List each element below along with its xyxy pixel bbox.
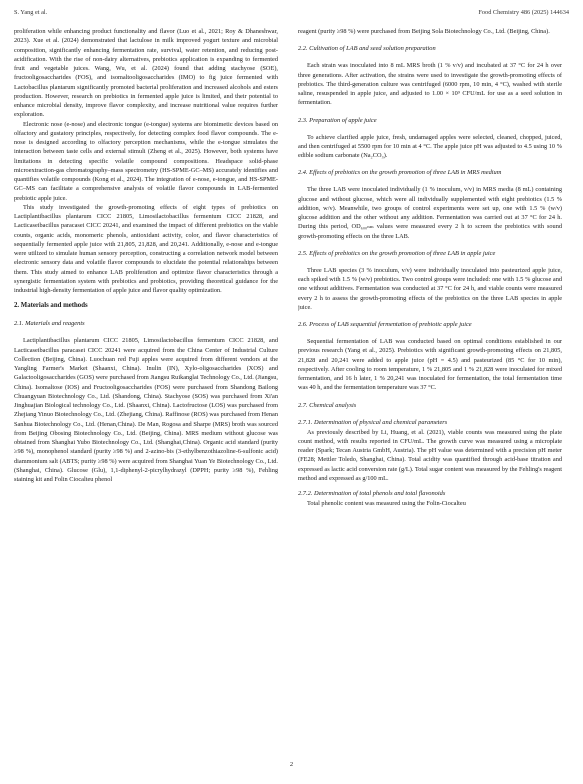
paragraph: reagent (purity ≥98 %) were purchased from Beijing Sola Biotechnology Co., Ltd. (Beijing, China).	[298, 28, 550, 35]
section-heading: 2.5. Effects of prebiotics on the growth promotion of three LAB in apple juice	[298, 249, 496, 257]
section-heading: 2.2. Cultivation of LAB and seed solution preparation	[298, 45, 436, 53]
page-number: 2	[289, 761, 294, 768]
paragraph: proliferation while enhancing product functionality and flavor (Luo et al., 2021; Roy & Dhaneshwar, 2023). Xue et al. (2024) demonstrated that lactulose in milk improved yogurt texture and microbial composition, significantly enhancing fermentation rate, survival, water retention, and reducing post-acidification. With the rise of non-dairy alternatives, prebiotics application is expanding to fermented fruit and vegetable juices. Wang, Wu, et al. (2024) found that adding stachyose (SOE), fructooligosaccharides (FOS), and isomaltooligosaccharides (IMO) to fig juice fermented with Lactobacillus plantarum significantly promoted bacterial proliferation and increased alcohols and esters production. However, research on prebiotics in fermented apple juice is limited, and their potential to enhance microbial density, improve flavor complexity, and increase nutritional value requires further exploration.	[14, 28, 278, 119]
right-column	[298, 27, 562, 747]
paragraph: To achieve clarified apple juice, fresh, undamaged apples were selected, cleaned, chopped, juiced, and then centrifuged at 5500 rpm for 10 min at 4 °C. The apple juice pH was adjusted to 4.5 using 10 % edible sodium carbonate (Na₂CO₃).	[298, 133, 562, 159]
section-heading: 2.1. Materials and reagents	[14, 320, 85, 328]
paragraph: Each strain was inoculated into 8 mL MRS broth (1 % v/v) and incubated at 37 °C for 24 h over three generations. After activation, the strains were used to investigate the growth-promoting effects of prebiotics. The third-generation culture was centrifuged (6000 rpm, 10 min, 4 °C), washed with sterile saline, resuspended in apple juice, and adjusted to 1.00 × 10⁹ CFU/mL for use as a seed solution in fermentation.	[298, 62, 562, 107]
header-authors: S. Yang et al.	[14, 9, 48, 16]
section-heading: 2. Materials and methods	[14, 302, 88, 310]
running-header	[14, 9, 569, 19]
paragraph: As previously described by Li, Huang, et al. (2021), viable counts was measured using the plate count method, with results reported in CFU/mL. The growth curve was measured using a microplate reader (Spark; Tecan Austria GmbH, Austria). The pH value was determined with a precision pH meter (FE28; Mettler Toledo, Shanghai, China). Total acidity was quantified through acid-base titration and expressed as lactic acid conversion rate (g/L). Total sugar content was measured by the Fehling's reagent method and expressed as g/100 mL.	[298, 428, 562, 482]
section-heading: 2.7.1. Determination of physical and chemical parameters	[298, 418, 448, 426]
section-heading: 2.6. Process of LAB sequential fermentation of prebiotic apple juice	[298, 321, 472, 328]
paragraph: This study investigated the growth-promoting effects of eight types of prebiotics on Lactiplantibacillus plantarum CICC 21805, Limosilactobacillus fermentum CICC 21828, and Lacticaseibacillus paracasei CICC 20241, and examined the impact of different prebiotics on the viable counts, organic acids, monomeric phenols, antioxidant activity, color, and flavor characteristics of sequentially fermented apple juice with 21,805, 21,828, and 20,241. Additionally, e-nose and e-tongue were utilized to simulate human sensory perception, constructing a correlation network model between electronic sensory data and volatile flavor compounds to elucidate the potential relationships between them. This study aimed to enhance LAB proliferation and optimize flavor characteristics through a synergistic fermentation system with prebiotics and probiotics, providing theoretical guidance for the industrial high-density fermentation of apple juice and flavor quality optimization.	[14, 203, 278, 294]
paragraph: The three LAB were inoculated individually (1 % inoculum, v/v) in MRS media (8 mL) containing glucose and without glucose, which were all individually supplemented with eight prebiotics (1.5 % addition, w/v). Meanwhile, two groups of control experiments were set up, one with 1.5 % (w/v) glucose addition and the other without any addition. Fermentation was carried out at 37 °C for 24 h. During this period, OD₆₀₀ₙₘ values were measured every 2 h to screen the prebiotics with sound growth-promoting effects on the three LAB.	[298, 186, 562, 240]
section-heading: 2.3. Preparation of apple juice	[298, 116, 377, 124]
left-column	[14, 27, 278, 747]
section-heading: 2.7.2. Determination of total phenols and total flavonoids	[298, 490, 446, 497]
paragraph: Three LAB species (3 % inoculum, v/v) were individually inoculated into pasteurized apple juice, each spiked with 1.5 % (w/v) prebiotics. Two control groups were included: one with 1.5 % glucose and one without additives. Fermentation was conducted at 37 °C for 24 h, and viable counts were measured every 2 h to assess the growth-promoting effects of the prebiotics on the three LAB species in apple juice.	[298, 266, 562, 311]
section-heading: 2.4. Effects of prebiotics on the growth promotion of three LAB in MRS medium	[298, 169, 502, 177]
paragraph: Total phenolic content was measured using the Folin-Ciocalteu	[307, 500, 466, 507]
paragraph: Sequential fermentation of LAB was conducted based on optimal conditions established in our previous research (Yang et al., 2025). Prebiotics with significant growth-promoting effects on 21,805, 21,828 and 20,241 were added to apple juice (pH = 4.5) and pasteurized (85 °C for 10 min), respectively. After cooling to room temperature, 1 % 21,805 and 1 % 21,828 were inoculated for mixed fermentation, and 16 h later, 1 % 20,241 was inoculated for fermentation, the total fermentation time was 40 h, and the fermentation temperature was 37 °C.	[298, 338, 562, 392]
header-journal: Food Chemistry 486 (2025) 144634	[478, 9, 569, 16]
paragraph: Electronic nose (e-nose) and electronic tongue (e-tongue) systems are biomimetic devices based on olfactory and gustatory principles, respectively, for detecting complex food flavor compounds. The e-nose is designed according to olfactory perception mechanisms, while the e-tongue simulates the interaction between taste cells and external stimuli (Zheng et al., 2025). However, both systems have limitations in detecting specific volatile compound compositions. Headspace solid-phase microextraction-gas chromatography–mass spectrometry (HS-SPME-GC–MS) accurately identifies and quantifies volatile compounds (Kong et al., 2024). The integration of e-nose, e-tongue, and HS-SPME-GC–MS can facilitate a comprehensive analysis of volatile flavor compounds in LAB-fermented prebiotic apple juice.	[14, 120, 278, 202]
section-heading: 2.7. Chemical analysis	[298, 401, 357, 409]
paragraph: Lactiplantibacillus plantarum CICC 21805, Limosilactobacillus fermentum CICC 21828, and Lacticaseibacillus paracasei CICC 20241 were acquired from the China Center of Industrial Culture Collection (Beijing, China). Luochuan red Fuji apples were acquired from different vendors at the Yangling Farmer's Market (Shaanxi, China). Inulin (IN), Xylo-oligosaccharides (XOS) and Galactooligosaccharides (GOS) were purchased from Jiangsu Ruikanglai Technology Co., Ltd. (Jiangsu, China). Isomaltose (IOS) and Fructooligosaccharides (FOS) were purchased from Shandong Bailong Chuangyuan Biotechnology Co., Ltd. (Shandong, China). Stachyose (SOS) was purchased from Xi'an Jinghuajian Biological technology Co., Ltd. (Shaanxi, China). Lactofructose (LOS) was purchased from Zhejiang Yinuo Biotechnology Co., Ltd. (Zhejiang, China). Raffinose (ROS) was purchased from Henan Sanhua Biotechnology Co., Ltd. (Henan,China). De Man, Rogosa and Sharpe (MRS) broth was sourced from Beijing Obosing Biotechnology Co., Ltd. (Beijing, China). MRS medium without glucose was obtained from Shanghai Yubo Biotechnology Co., Ltd. (Shanghai,China). Organic acid standard (purity ≥98 %), monophenol standard (purity ≥98 %) and 2-azino-bis (3-ethylbenzothiazoline-6-sulfonic acid) diammonium salt (ABTS; purity ≥98 %) were acquired from Shanghai Yuan Ye Biotechnology Co., Ltd. (Shanghai, China). Glucose (Glu), 1,1-diphenyl-2-picrylhydrazyl (DPPH; purity ≥98 %), Fehling staining kit and Folin Ciocalteu phenol	[14, 337, 278, 483]
